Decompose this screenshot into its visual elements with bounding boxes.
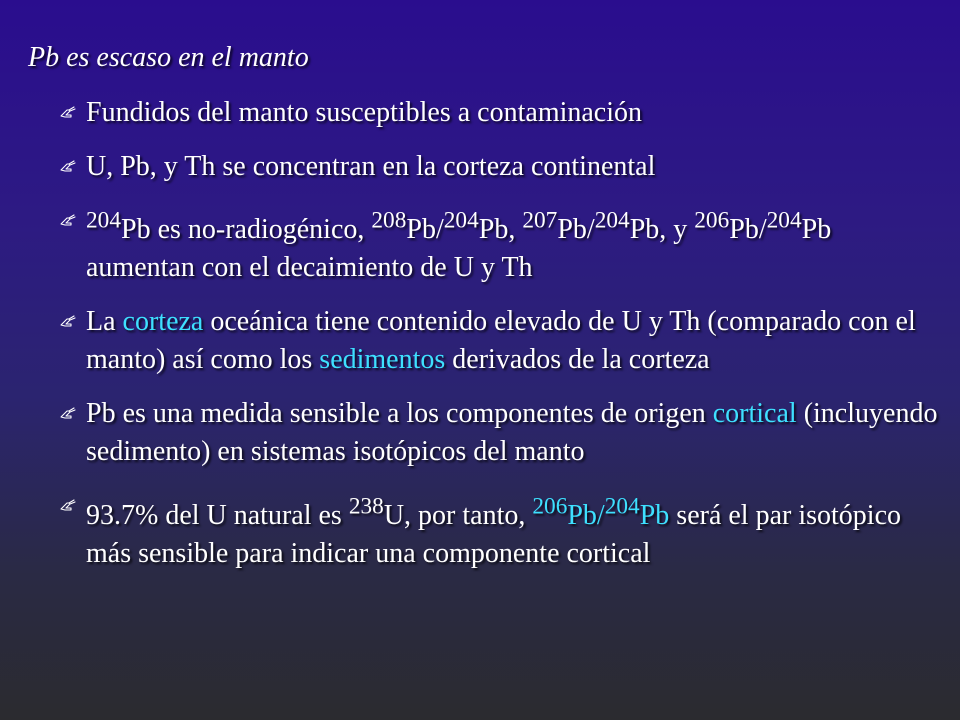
highlighted-term: Pb (639, 499, 670, 531)
bullet-item-4 (60, 303, 940, 379)
bullet-text (86, 493, 901, 569)
isotope-superscript: 208 (371, 208, 407, 234)
isotope-superscript: 204 (766, 208, 802, 234)
text-segment: Pb/ (557, 214, 595, 246)
writing-hand-icon (60, 315, 76, 331)
text-segment: Fundidos del manto susceptibles a contaminación (86, 97, 643, 128)
text-segment: derivados de la corteza (445, 344, 710, 376)
writing-hand-icon (60, 106, 76, 122)
text-segment: La (86, 306, 123, 338)
bullet-text (86, 306, 916, 375)
text-segment: (incluyendo sedimento) en sistemas isotópicos del manto (86, 398, 938, 468)
text-segment: Pb es una medida sensible a los componentes de origen (86, 398, 713, 430)
text-segment: U, Pb, y Th se concentran en la corteza continental (86, 151, 656, 182)
bullet-list (60, 94, 940, 589)
isotope-superscript: 204 (604, 493, 640, 520)
bullet-item-3 (60, 202, 940, 287)
text-segment: Pb es no-radiogénico, (121, 214, 372, 246)
text-segment: oceánica tiene contenido elevado de U y Th (comparado con el manto) así como los (86, 306, 916, 376)
bullet-item-2 (60, 148, 940, 186)
text-segment: Pb aumentan con el decaimiento de U y Th (86, 214, 832, 284)
text-segment: Pb, (478, 214, 523, 246)
isotope-superscript: 238 (348, 493, 384, 520)
slide-title: Pb es escaso en el manto (28, 42, 309, 73)
writing-hand-icon (60, 214, 76, 230)
bullet-text (86, 208, 832, 284)
bullet-text (86, 97, 642, 128)
isotope-superscript: 204 (86, 208, 121, 234)
writing-hand-icon (60, 160, 76, 176)
isotope-superscript: 207 (522, 208, 558, 234)
highlighted-term: sedimentos (319, 344, 446, 376)
writing-hand-icon (60, 499, 76, 515)
bullet-text (86, 398, 937, 467)
highlighted-term: corteza (122, 306, 204, 338)
isotope-superscript: 206 (532, 493, 568, 520)
bullet-item-1 (60, 94, 940, 132)
highlighted-term: cortical (712, 398, 797, 430)
isotope-superscript: 204 (594, 208, 630, 234)
text-segment: será el par isotópico más sensible para indicar una componente cortical (86, 499, 901, 569)
isotope-superscript: 206 (694, 208, 730, 234)
bullet-item-5 (60, 395, 940, 471)
highlighted-term: Pb/ (567, 499, 605, 531)
bullet-text (86, 151, 655, 182)
writing-hand-icon (60, 407, 76, 423)
isotope-superscript: 204 (443, 208, 479, 234)
bullet-item-6 (60, 487, 940, 572)
text-segment: 93.7% del U natural es (86, 499, 349, 531)
text-segment: U, por tanto, (383, 499, 533, 531)
text-segment: Pb/ (406, 214, 444, 246)
text-segment: Pb/ (729, 214, 767, 246)
text-segment: Pb, y (629, 214, 695, 246)
